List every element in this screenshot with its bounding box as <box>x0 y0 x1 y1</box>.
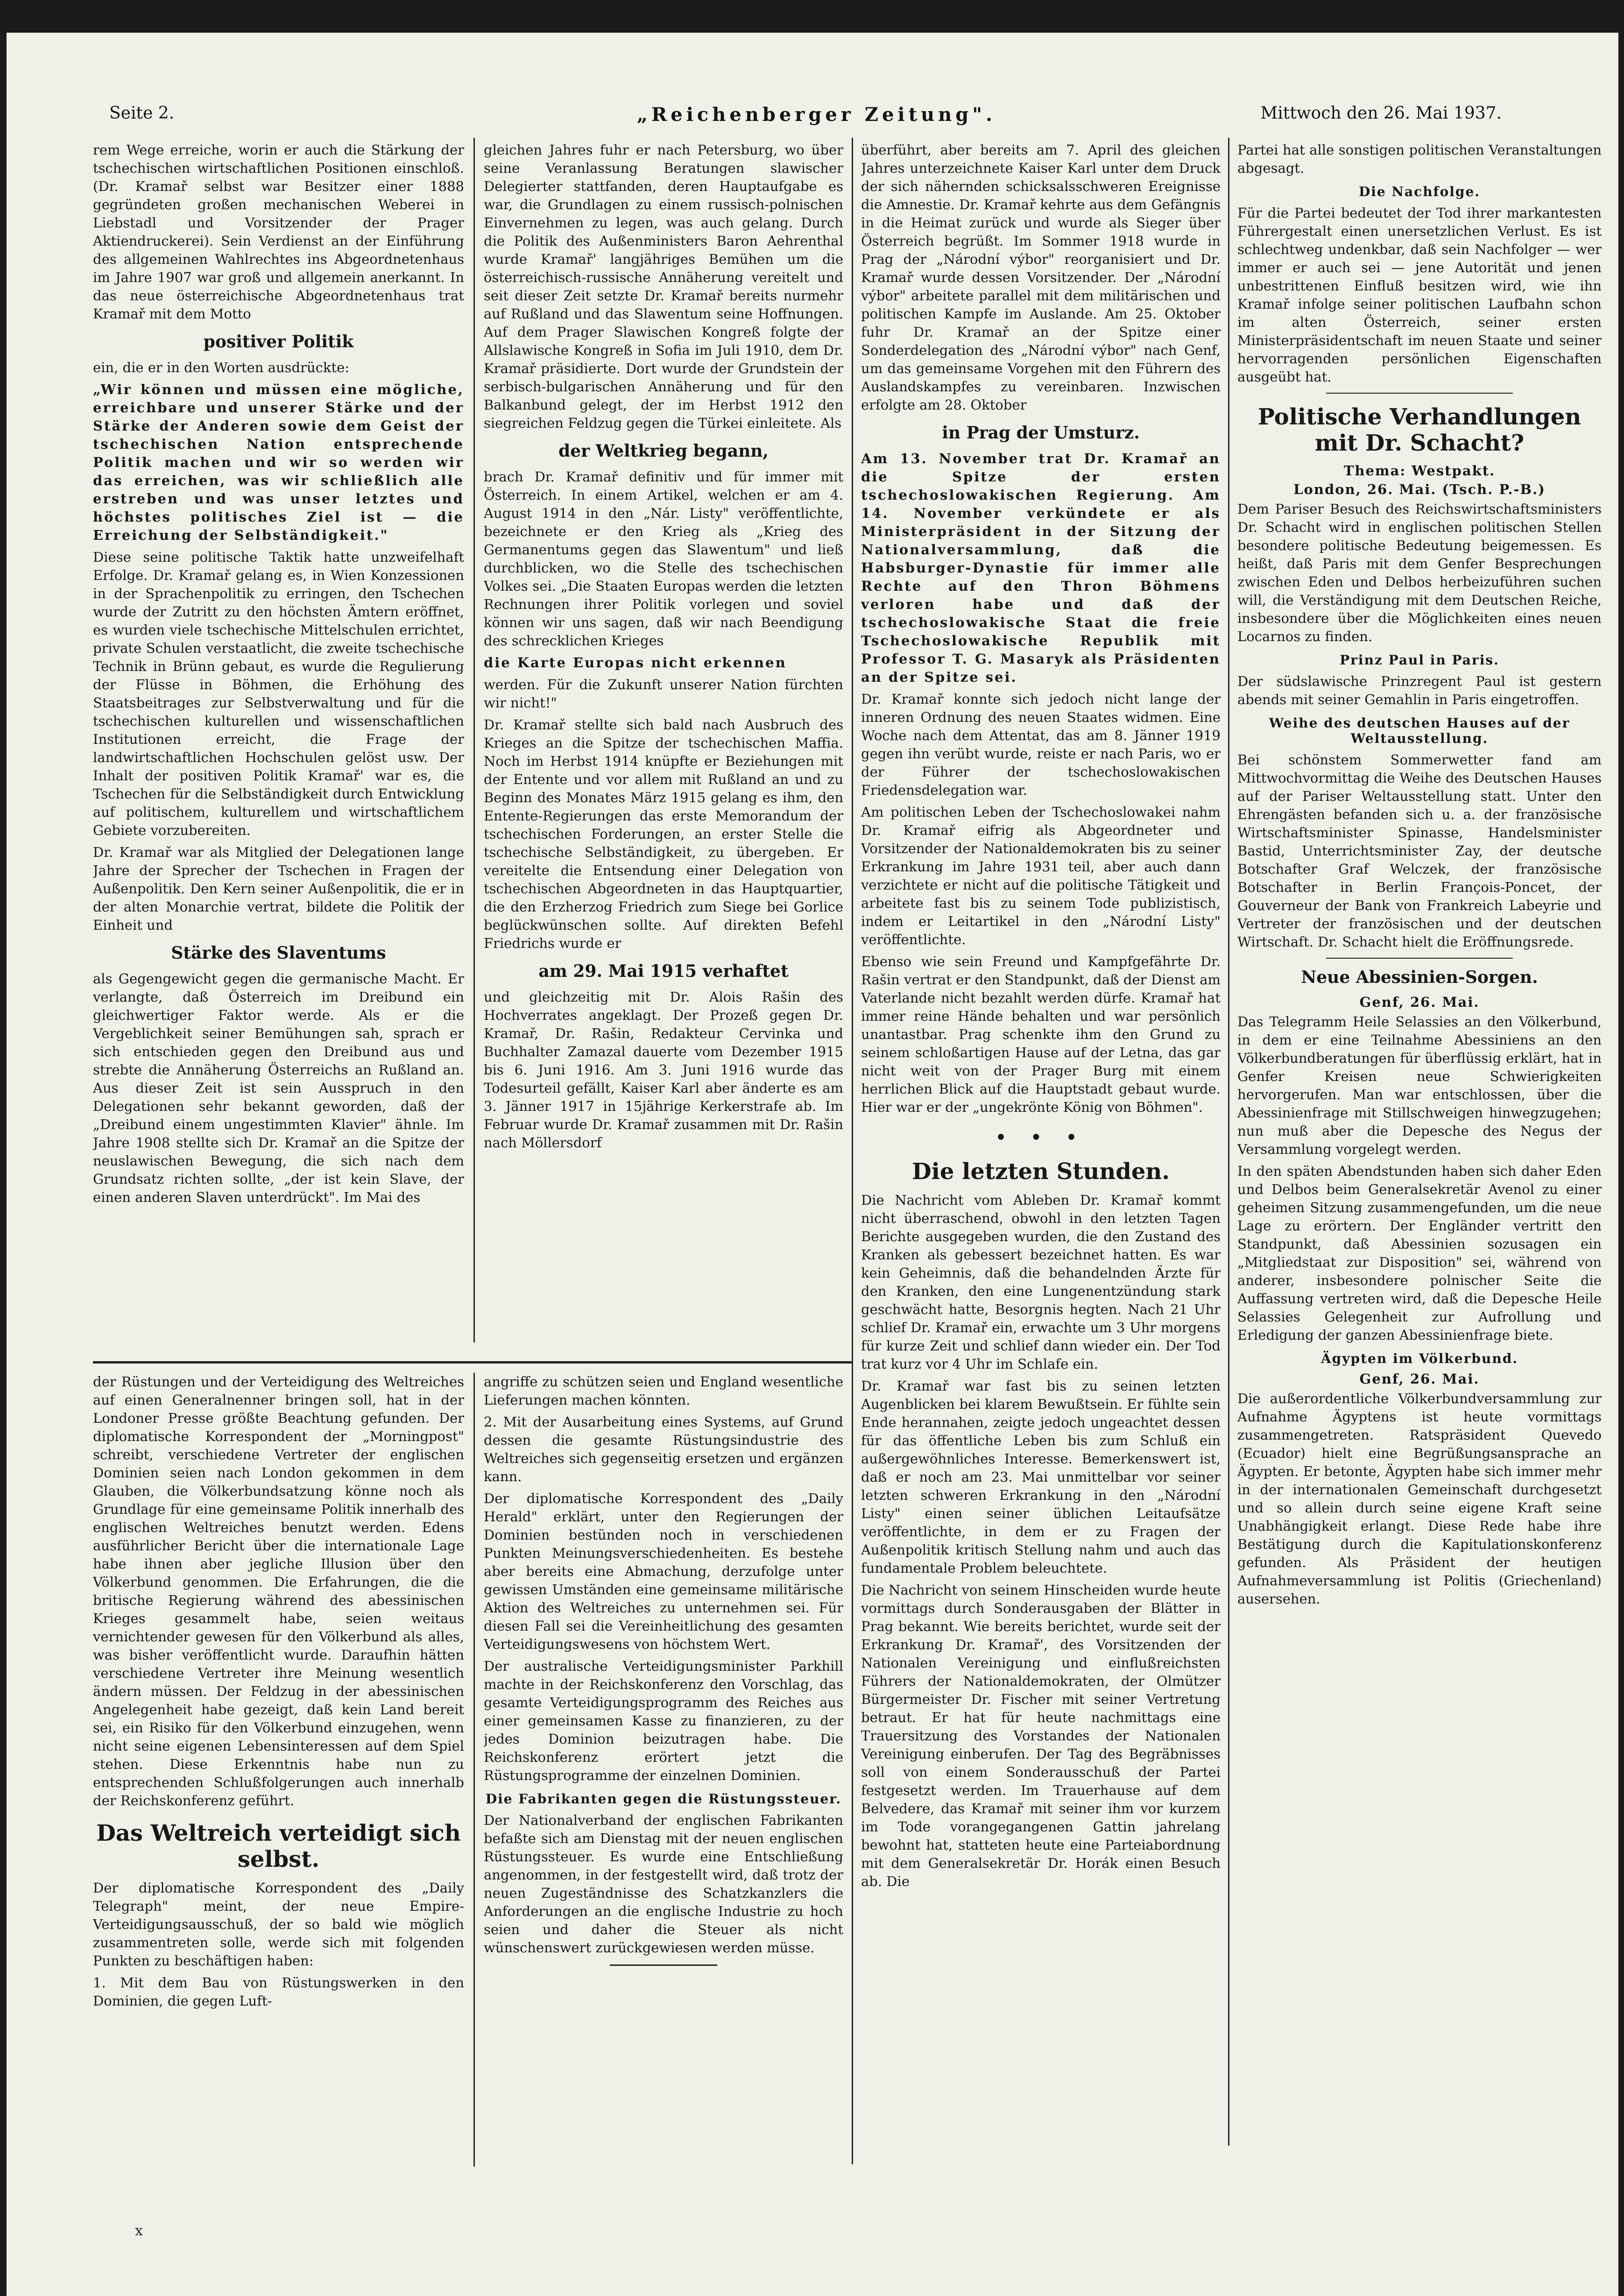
paragraph: Die außerordentliche Völkerbundversammlung zur Aufnahme Ägyptens ist heute vormittags zusammengetreten. Ratspräsident Quevedo (Ecuador) hielt eine Begrüßungsansprache an Ägypten. Er betonte, Ägypten habe sich immer mehr in der internationalen Gemeinschaft durchgesetzt und so allein durch seine eigene Kraft seine Unabhängigkeit erlangt. Diese Rede habe ihre Bestätigung durch die Kapitulationskonferenz gefunden. Als Präsident der heutigen Aufnahmeversammlung ist Politis (Griechenland) ausersehen. <box>1237 1391 1602 1607</box>
paragraph: Am 13. November trat Dr. Kramař an die Spitze der ersten tschechoslowakischen Regierung. Am 14. November verkündete er als Ministerpräsident in der Sitzung der Nationalversammlung, daß die Habsburger-Dynastie für immer alle Rechte auf den Thron Böhmens verloren habe und daß der tschechoslowakische Staat die freie Tschechoslowakische Republik mit Professor T. G. Masaryk als Präsidenten an der Spitze sei. <box>861 451 1221 685</box>
column-rule <box>473 138 475 1342</box>
dateline: London, 26. Mai. (Tsch. P.-B.) <box>1293 481 1546 497</box>
subheading: am 29. Mai 1915 verhaftet <box>538 961 789 981</box>
article-headline: Ägypten im Völkerbund. <box>1320 1351 1518 1366</box>
section-ornament: • • • <box>995 1128 1087 1147</box>
subheading: positiver Politik <box>203 332 354 352</box>
divider <box>1326 958 1513 959</box>
paragraph: 1. Mit dem Bau von Rüstungswerken in den Dominien, die gegen Luft- <box>93 1975 464 2009</box>
paragraph: Dr. Kramař war fast bis zu seinen letzten Augenblicken bei klarem Bewußtsein. Er fühlte sein Ende herannahen, zeigte jedoch ungeachtet dessen für das öffentliche Leben bis zum Schluß ein außergewöhnliches Interesse. Bemerkenswert ist, daß er noch am 23. Mai unmittelbar vor seiner letzten schweren Erkrankung in den „Národní Listy" einen seiner üblichen Leitaufsätze veröffentlichte, in dem er zu Fragen der Außenpolitik kritisch Stellung nahm und auch das fundamentale Problem beleuchtete. <box>861 1378 1221 1576</box>
dateline: Genf, 26. Mai. <box>1359 994 1480 1010</box>
page-mark: x <box>135 2223 143 2239</box>
paragraph: In den späten Abendstunden haben sich daher Eden und Delbos beim Generalsekretär Avenol zu einer geheimen Sitzung zusammengefunden, um die neue Lage zu erörtern. Der Engländer vertritt den Standpunkt, daß Abessinien sozusagen ein „Mitgliedstaat zur Disposition" sei, während von anderer, insbesondere polnischer Seite die Auffassung vertreten wird, daß die Depesche Heile Selassies Gelegenheit zur Aufrollung und Erledigung der ganzen Abessinienfrage biete. <box>1237 1163 1602 1343</box>
paragraph: Das Telegramm Heile Selassies an den Völkerbund, in dem er eine Teilnahme Abessiniens an den Völkerbundberatungen für überflüssig erklärt, hat in Genfer Kreisen neue Schwierigkeiten hervorgerufen. Man war entschlossen, über die Abessinienfrage mit Stillschweigen hinwegzugehen; nun muß aber die Depesche des Negus der Versammlung vorgelegt werden. <box>1237 1014 1602 1157</box>
paragraph: überführt, aber bereits am 7. April des gleichen Jahres unterzeichnete Kaiser Karl unter dem Druck der sich nähernden schicksalsschweren Ereignisse die Amnestie. Dr. Kramař kehrte aus dem Gefängnis in die Heimat zurück und wurde als Sieger über Österreich begrüßt. Im Sommer 1918 wurde in Prag der „Národní výbor" reorganisiert und Dr. Kramař wurde dessen Vorsitzender. Der „Národní výbor" arbeitete parallel mit dem militärischen und politischen Kampfe im Auslande. Am 25. Oktober fuhr Dr. Kramař an der Spitze einer Sonderdelegation des „Národní výbor" nach Genf, um das gemeinsame Vorgehen mit den Führern des Auslandskampfes zu vereinbaren. Inzwischen erfolgte am 28. Oktober <box>861 142 1221 413</box>
article-kramar-column-2 <box>484 141 843 1355</box>
paragraph: Die Nachricht vom Ableben Dr. Kramař kommt nicht überraschend, obwohl in den letzten Tagen Berichte ausgegeben wurden, die den Zustand des Kranken als gebessert bezeichnet hatten. Es war kein Geheimnis, daß die behandelnden Ärzte für den Kranken, den eine Lungenentzündung stark geschwächt hatte, Besorgnis hegten. Nach 21 Uhr schlief Dr. Kramař ein, erwachte um 3 Uhr morgens für kurze Zeit und schlief dann wieder ein. Der Tod trat kurz vor 4 Uhr im Schlafe ein. <box>861 1192 1221 1372</box>
article-kramar-column-1 <box>93 141 464 1355</box>
article-headline: Prinz Paul in Paris. <box>1340 652 1499 668</box>
paragraph: 2. Mit der Ausarbeitung eines Systems, auf Grund dessen die gesamte Rüstungsindustrie des Weltreiches sich gegenseitig ersetzen und ergänzen kann. <box>484 1414 843 1484</box>
paragraph: Partei hat alle sonstigen politischen Veranstaltungen abgesagt. <box>1237 142 1602 176</box>
paragraph: werden. Für die Zukunft unserer Nation fürchten wir nicht!" <box>484 677 843 711</box>
column-rule <box>1228 138 1229 2146</box>
newspaper-page <box>7 33 1618 2296</box>
paragraph: Die Nachricht von seinem Hinscheiden wurde heute vormittags durch Sonderausgaben der Blätter in Prag bekannt. Wie bereits berichtet, wurde seit der Erkrankung Dr. Kramař', des Vorsitzenden der Nationalen Vereinigung und einflußreichsten Führers der Nationaldemokraten, der Olmützer Bürgermeister Dr. Fischer mit seiner Vertretung betraut. Er hat für heute nachmittags eine Trauersitzung des Vorstandes der Nationalen Vereinigung einberufen. Der Tag des Begräbnisses soll von einem Sonderausschuß der Partei festgesetzt werden. Im Trauerhause auf dem Belvedere, das Kramař mit seiner ihm vor kurzem im Tode vorangegangenen Gattin jahrelang bewohnt hat, statteten heute eine Parteiabordnung mit dem Generalsekretär Dr. Horák einen Besuch ab. Die <box>861 1582 1221 1889</box>
paragraph: Dr. Kramař war als Mitglied der Delegationen lange Jahre der Sprecher der Tschechen in Fragen der Außenpolitik. Den Kern seiner Außenpolitik, die er in der alten Monarchie vertrat, bildete die Politik der Einheit und <box>93 844 464 933</box>
paragraph: Für die Partei bedeutet der Tod ihrer markantesten Führergestalt einen unersetzlichen Verlust. Es ist schlechtweg undenkbar, daß sein Nachfolger — wer immer er auch sei — jene Autorität und jenen unbestrittenen Einfluß besitzen wird, wie ihn Kramař infolge seiner politischen Laufbahn schon im alten Österreich, seiner ersten Ministerpräsidentschaft im neuen Staate und seiner hervorragenden persönlichen Eigenschaften ausgeübt hat. <box>1237 205 1602 385</box>
section-divider <box>93 1361 852 1363</box>
paragraph: Bei schönstem Sommerwetter fand am Mittwochvormittag die Weihe des Deutschen Hauses auf der Pariser Weltausstellung statt. Unter den Ehrengästen befanden sich u. a. der französische Wirtschaftsminister Spinasse, Handelsminister Bastid, Unterrichtsminister Zay, der deutsche Botschafter Graf Welczek, der französische Botschafter in Berlin François-Poncet, der Gouverneur der Bank von Frankreich Labeyrie und Vertreter der französischen und der deutschen Wirtschaft. Dr. Schacht hielt die Eröffnungsrede. <box>1237 752 1602 950</box>
article-empire-column-1 <box>93 1373 464 2167</box>
subheading: Die Nachfolge. <box>1358 184 1481 199</box>
paragraph: Der Nationalverband der englischen Fabrikanten befaßte sich am Dienstag mit der neuen englischen Rüstungssteuer. Es wurde eine Entschließung angenommen, in der festgestellt wird, daß trotz der neuen Zugeständnisse des Schatzkanzlers die Anforderungen an die englische Industrie zu hoch seien und daher die Steuer als nicht wünschenswert zurückgewiesen werden müsse. <box>484 1812 843 1956</box>
section-heading: Die letzten Stunden. <box>912 1159 1170 1185</box>
article-headline: Das Weltreich verteidigt sich selbst. <box>96 1820 461 1872</box>
paragraph: als Gegengewicht gegen die germanische Macht. Er verlangte, daß Österreich im Dreibund ein gleichwertiger Faktor werde. Als er die Vergeblichkeit seiner Bemühungen sah, sprach er sich entschieden gegen den Dreibund aus und strebte die Annäherung Österreichs an Rußland an. Aus dieser Zeit ist sein Ausspruch in den Delegationen sehr bekannt geworden, daß der „Dreibund einem ungestimmten Klavier" ähnle. Im Jahre 1908 stellte sich Dr. Kramař an die Spitze der neuslawischen Bewegung, die sich nach dem Grundsatz richten sollte, „der ist kein Slave, der einen anderen Slaven unterdrückt". Im Mai des <box>93 971 464 1205</box>
article-empire-column-2 <box>484 1373 843 2167</box>
newspaper-title: „Reichenberger Zeitung". <box>637 104 996 126</box>
paragraph: Dr. Kramař stellte sich bald nach Ausbruch des Krieges an die Spitze der tschechischen Maffia. Noch im Herbst 1914 knüpfte er Beziehungen mit der Entente und vor allem mit Rußland an und zu Beginn des Monates März 1915 gelang es ihm, den Entente-Regierungen das erste Memorandum der tschechischen Forderungen, an erster Stelle die tschechische Selbständigkeit, zu übergeben. Er vereitelte die Entsendung einer Delegation von tschechischen Abgeordneten in das Hauptquartier, die den Erzherzog Friedrich zum Siege bei Gorlice beglückwünschen sollte. Auf direkten Befehl Friedrichs wurde er <box>484 717 843 951</box>
paragraph: gleichen Jahres fuhr er nach Petersburg, wo über seine Veranlassung Beratungen slawischer Delegierter stattfanden, deren Hauptaufgabe es war, die Grundlagen zu einem russisch-polnischen Einvernehmen zu legen, was auch gelang. Durch die Politik des Außenministers Baron Aehrenthal wurde Kramař' langjähriges Bemühen um die österreichisch-russische Annäherung vereitelt und seit dieser Zeit setzte Dr. Kramař bereits nurmehr auf Rußland und das Slawentum seine Hoffnungen. Auf dem Prager Slawischen Kongreß folgte der Allslawische Kongreß in Sofia im Juli 1910, dem Dr. Kramař präsidierte. Dort wurde der Grundstein der serbisch-bulgarischen Annäherung und für den Balkanbund gelegt, der im Herbst 1912 den siegreichen Feldzug gegen die Türkei einleitete. Als <box>484 142 843 431</box>
page-number: Seite 2. <box>109 104 175 123</box>
issue-date: Mittwoch den 26. Mai 1937. <box>1260 104 1502 123</box>
article-kramar-column-3 <box>861 141 1221 2163</box>
paragraph: angriffe zu schützen seien und England wesentliche Lieferungen machen könnten. <box>484 1374 843 1408</box>
paragraph: und gleichzeitig mit Dr. Alois Rašin des Hochverrates angeklagt. Der Prozeß gegen Dr. Kramař, Dr. Rašin, Redakteur Cervinka und Buchhalter Zamazal dauerte vom Dezember 1915 bis 6. Juni 1916. Am 3. Juni 1916 wurde das Todesurteil gefällt, Kaiser Karl aber änderte es am 3. Jänner 1917 in 15jährige Kerkerstrafe ab. Im Februar wurde Dr. Kramař zusammen mit Dr. Rašin nach Möllersdorf <box>484 989 843 1151</box>
article-headline: Neue Abessinien-Sorgen. <box>1301 968 1538 987</box>
subheading: Die Fabrikanten gegen die Rüstungssteuer. <box>485 1791 842 1807</box>
paragraph: Dem Pariser Besuch des Reichswirtschaftsministers Dr. Schacht wird in englischen politischen Stellen besondere politische Bedeutung beigemessen. Es heißt, daß Paris mit dem Genfer Besprechungen zwischen Eden und Delbos herbeizuführen suchen will, die Verständigung mit dem Deutschen Reiche, insbesondere über die Möglichkeiten eines neuen Locarnos zu finden. <box>1237 501 1602 644</box>
dateline: Genf, 26. Mai. <box>1359 1371 1480 1387</box>
subheading: Stärke des Slaventums <box>171 943 386 963</box>
paragraph: Ebenso wie sein Freund und Kampfgefährte Dr. Rašin vertrat er den Standpunkt, daß der Dienst am Vaterlande nicht bezahlt werden dürfe. Kramař hat immer reine Hände behalten und war persönlich unantastbar. Prag schenkte ihm den Grund zu seinem schloßartigen Hause auf der Letna, das gar nicht weit von der Prager Burg mit einem herrlichen Blick auf die Hauptstadt gebaut wurde. Hier war er der „ungekrönte König von Böhmen". <box>861 954 1221 1115</box>
article-headline: Politische Verhandlungen mit Dr. Schacht? <box>1257 404 1582 456</box>
column-rule <box>473 1373 475 2167</box>
divider <box>1326 393 1513 394</box>
paragraph: Der südslawische Prinzregent Paul ist gestern abends mit seiner Gemahlin in Paris eingetroffen. <box>1237 673 1602 707</box>
paragraph: brach Dr. Kramař definitiv und für immer mit Österreich. In einem Artikel, welchen er am 4. August 1914 in den „Nár. Listy" veröffentlichte, bezeichnete er den Krieg als „Krieg des Germanentums gegen das Slawentum" und ließ durchblicken, wo die Stelle des tschechischen Volkes sei. „Die Staaten Europas werden die letzten Rechnungen ihrer Politik vorlegen und soviel können wir uns sagen, daß wir nach Beendigung des schrecklichen Krieges <box>484 469 843 649</box>
paragraph: Am politischen Leben der Tschechoslowakei nahm Dr. Kramař eifrig als Abgeordneter und Vorsitzender der Nationaldemokraten bis zu seiner Erkrankung im Jahre 1931 teil, aber auch dann verzichtete er nicht auf die politische Tätigkeit und arbeitete fast bis zu seinem Tode publizistisch, indem er Leitartikel in den „Národní Listy" veröffentlichte. <box>861 804 1221 947</box>
paragraph: rem Wege erreiche, worin er auch die Stärkung der tschechischen wirtschaftlichen Positionen einschloß. (Dr. Kramař selbst war Besitzer einer 1888 gegründeten großen mechanischen Weberei in Liebstadl und Vorsitzender der Prager Aktiendruckerei). Sein Verdienst an der Einführung des allgemeinen Wahlrechtes ins Abgeordnetenhaus im Jahre 1907 war groß und allgemein anerkannt. In das neue österreichische Abgeordnetenhaus trat Kramař mit dem Motto <box>93 142 464 322</box>
quote-paragraph: „Wir können und müssen eine mögliche, erreichbare und unserer Stärke und der Stärke der Anderen sowie dem Geist der tschechischen Nation entsprechende Politik machen und wir so werden wir das erreichen, was wir schließlich alle erstreben und was unser letztes und höchstes politisches Ziel ist — die Erreichung der Selbständigkeit." <box>93 381 464 543</box>
subheadline: Thema: Westpakt. <box>1343 463 1496 479</box>
paragraph: Der australische Verteidigungsminister Parkhill machte in der Reichskonferenz den Vorschlag, das gesamte Verteidigungsprogramm des Reiches aus einer gemeinsamen Kasse zu finanzieren, zu der jedes Dominion beizutragen habe. Die Reichskonferenz erörtert jetzt die Rüstungsprogramme der einzelnen Dominien. <box>484 1658 843 1783</box>
end-rule <box>610 1964 717 1966</box>
paragraph: Diese seine politische Taktik hatte unzweifelhaft Erfolge. Dr. Kramař gelang es, in Wien Konzessionen in der Sprachenpolitik zu erringen, den Tschechen wurde der Zutritt zu den höchsten Ämtern eröffnet, es wurden viele tschechische Mittelschulen errichtet, private Schulen verstaatlicht, die zweite tschechische Technik in Brünn gebaut, es wurde die Regulierung der Flüsse in Böhmen, die Erhöhung des Staatsbeitrages zur Selbstverwaltung und für die tschechischen kulturellen und wissenschaftlichen Institutionen erreicht, die Frage der landwirtschaftlichen Hochschulen gelöst usw. Der Inhalt der positiven Politik Kramař' war es, die Tschechen für die Selbständigkeit durch Entwicklung auf politischem, kulturellem und wirtschaftlichem Gebiete vorzubereiten. <box>93 549 464 838</box>
article-headline: Weihe des deutschen Hauses auf der Weltausstellung. <box>1269 715 1570 746</box>
paragraph: Der diplomatische Korrespondent des „Daily Telegraph" meint, der neue Empire-Verteidigungsausschuß, der so bald wie möglich zusammentreten solle, werde sich mit folgenden Punkten zu beschäftigen haben: <box>93 1880 464 1969</box>
column-rule <box>852 138 853 2164</box>
paragraph: Dr. Kramař konnte sich jedoch nicht lange der inneren Ordnung des neuen Staates widmen. Eine Woche nach dem Attentat, das am 8. Jänner 1919 gegen ihn verübt wurde, reiste er nach Paris, wo er der Führer der tschechoslowakischen Friedensdelegation war. <box>861 691 1221 798</box>
subheading: in Prag der Umsturz. <box>942 423 1140 443</box>
emphasis-line: die Karte Europas nicht erkennen <box>484 655 787 671</box>
paragraph: Der diplomatische Korrespondent des „Daily Herald" erklärt, unter den Regierungen der Dominien bestünden noch in verschiedenen Punkten Meinungsverschiedenheiten. Es bestehe aber bereits eine Abmachung, derzufolge unter gewissen Umständen eine gemeinsame militärische Aktion des Weltreiches zu unternehmen sei. Für diesen Fall sei die Vereinheitlichung des gesamten Verteidigungswesens von höchstem Wert. <box>484 1491 843 1652</box>
paragraph: der Rüstungen und der Verteidigung des Weltreiches auf einen Generalnenner bringen soll, hat in der Londoner Presse größte Beachtung gefunden. Der diplomatische Korrespondent der „Morningpost" schreibt, verschiedene Vertreter der englischen Dominien seien nach London gekommen in dem Glauben, die Völkerbundsatzung könne noch als Grundlage für eine gemeinsame Politik innerhalb des englischen Weltreiches benutzt werden. Edens ausführlicher Bericht über die internationale Lage habe ihnen aber jegliche Illusion über den Völkerbund genommen. Die Erfahrungen, die die britische Regierung während des abessinischen Krieges gesammelt habe, seien weitaus vernichtender gewesen für den Völkerbund als alles, was bisher veröffentlicht wurde. Daraufhin hätten verschiedene Vertreter ihre Meinung wesentlich ändern müssen. Der Feldzug in der abessinischen Angelegenheit habe gezeigt, daß kein Land bereit sei, ein Risiko für den Völkerbund einzugehen, wenn nicht seine eigenen Lebensinteressen auf dem Spiel stehen. Diese Erkenntnis habe nun zu entsprechenden Schlußfolgerungen auch innerhalb der Reichskonferenz geführt. <box>93 1374 464 1809</box>
subheading: der Weltkrieg begann, <box>558 441 769 461</box>
paragraph: ein, die er in den Worten ausdrückte: <box>93 360 350 375</box>
news-column-4 <box>1237 141 1602 2149</box>
